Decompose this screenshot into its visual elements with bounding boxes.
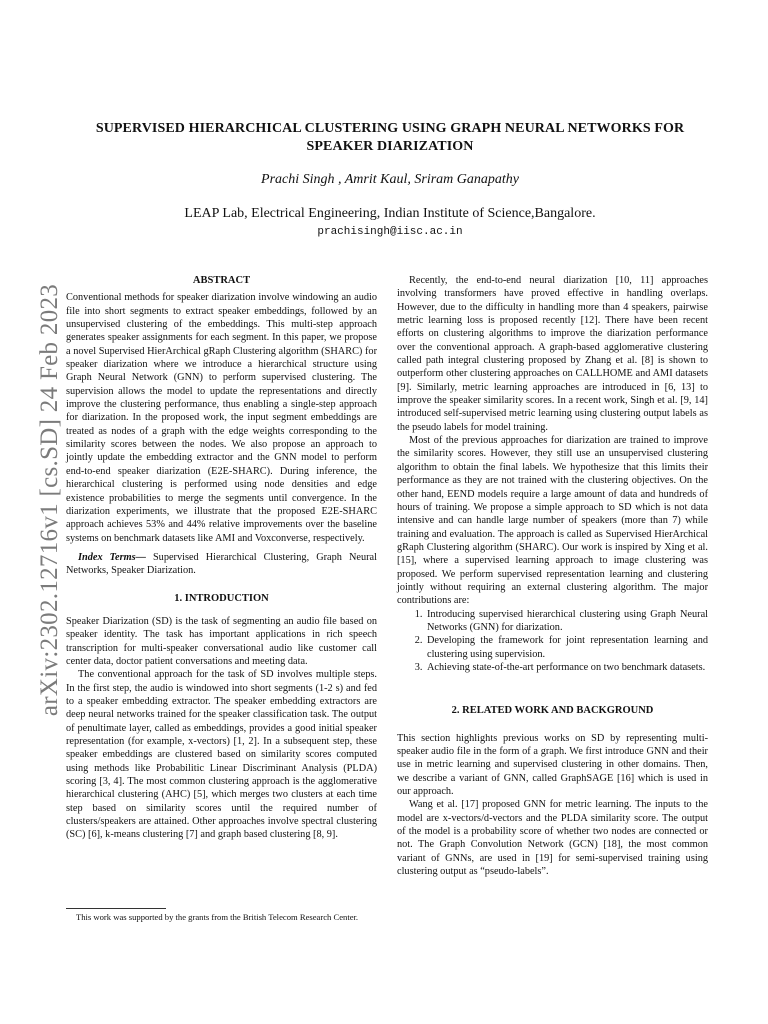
related-paragraph-2: Wang et al. [17] proposed GNN for metric learning. The inputs to the model are x-vectors/d-vectors and the PLDA similarity score. The output of the model is a probability score of whether two nodes are connected or not. The Graph Convolution Network (GCN) [18], the most common variant of GNNs, are used in [19] for semi-supervised training using clustering output as “pseudo-labels”. [397, 799, 708, 878]
author-email: prachisingh@iisc.ac.in [317, 226, 463, 238]
right-paragraph-1: Recently, the end-to-end neural diarization [10, 11] approaches involving transformers have proved effective in handling overlaps. However, due to the difficulty in handling more than 4 speakers, pairwise metric learning loss is proposed recently [12]. There have been recent efforts on clustering algorithms to improve the diarization performance over the conventional approach. A graph-based agglomerative clustering called path integral clustering proposed by Zhang et al. [8] is shown to outperform other clustering approaches on CALLHOME and AMI datasets [9]. Similarly, metric learning approaches are introduced in [6, 13] to improve the speaker similarity scores. In a recent work, Singh et al. [9, 14] introduced self-supervised metric learning using clustering output labels as the pseudo labels for model training. [397, 275, 708, 433]
paper-title: SUPERVISED HIERARCHICAL CLUSTERING USING GRAPH NEURAL NETWORKS FOR SPEAKER DIARIZATION [95, 121, 685, 154]
index-terms-text: Supervised Hierarchical Clustering, Graph Neural Networks, Speaker Diarization. [66, 551, 377, 577]
left-column [66, 274, 377, 842]
contributions-list [397, 608, 708, 675]
footnote-divider [66, 908, 166, 909]
arxiv-identifier-stamp: arXiv:2302.12716v1 [cs.SD] 24 Feb 2023 [36, 283, 63, 717]
paper-authors: Prachi Singh , Amrit Kaul, Sriram Ganapathy [261, 172, 519, 187]
paper-affiliation: LEAP Lab, Electrical Engineering, Indian Institute of Science,Bangalore. [184, 206, 596, 221]
abstract-text: Conventional methods for speaker diarization involve windowing an audio file into short segments to extract speaker embeddings, followed by an unsupervised clustering of the embeddings. This multi-step approach generates speaker assignments for each segment. In this paper, we propose a novel Supervised HierArchical gRaph Clustering algorithm (SHARC) for speaker diarization where we introduce a hierarchical structure using Graph Neural Network (GNN) to perform supervised clustering. The supervision allows the model to update the representations and directly improve the clustering performance, thus enabling a single-step approach for diarization. In the proposed work, the input segment embeddings are treated as nodes of a graph with the edge weights corresponding to the similarity scores between the nodes. We also propose an approach to jointly update the embedding extractor and the GNN model to perform end-to-end speaker diarization (E2E-SHARC). During inference, the hierarchical clustering is performed using node densities and edge existence probabilities to merge the segments until convergence. In the diarization experiments, we illustrate that the proposed E2E-SHARC approach achieves 53% and 44% relative improvements over the baseline systems on benchmark datasets like AMI and Voxconverse, respectively. [66, 292, 377, 544]
intro-paragraph-1: Speaker Diarization (SD) is the task of segmenting an audio file based on speaker identity. The task has important applications in rich speech transcription for multi-speaker conversational audio like customer call center data, doctor patient conversations and meeting data. [66, 615, 377, 667]
right-paragraph-2: Most of the previous approaches for diarization are trained to improve the similarity scores. However, they still use an unsupervised clustering algorithm to obtain the final labels. We hypothesize that this limits their performance as they are not trained with the clustering objectives. On the other hand, EEND models require a large amount of data and hundreds of hours of training. We propose a simple approach to SD which is not data intensive and can handle large number of speakers (more than 7) while training and evaluation. The approach is called as Supervised HierArchical gRaph Clustering algorithm (SHARC). Our work is inspired by Xing et al. [15], where a supervised learning approach to image clustering was proposed. We perform supervised representation learning and clustering jointly without requiring an external clustering algorithm. The major contributions are: [397, 435, 708, 607]
list-item: 3. Achieving state-of-the-art performance on two benchmark datasets. [425, 661, 708, 674]
related-work-heading: 2. RELATED WORK AND BACKGROUND [451, 705, 654, 717]
list-item: 1. Introducing supervised hierarchical clustering using Graph Neural Networks (GNN) for diarization. [425, 608, 708, 635]
intro-paragraph-2: The conventional approach for the task of SD involves multiple steps. In the first step, the audio is windowed into short segments (1-2 s) and fed to a speaker embedding extractor. The speaker embedding extractors are deep neural networks trained for the speaker classification task. The output of penultimate layer, called as embeddings, provides a good initial speaker representation (for example, x-vectors) [1, 2]. In a subsequent step, these speaker embeddings are clustered based on similarity scores computed using methods like Probabilitic Linear Discriminant Analysis (PLDA) scoring [3, 4]. The most common clustering approach is the agglomerative hierarchical clustering (AHC) [5], which merges two clusters at each time step based on similarity scores until the required number of clusters/speakers are attained. Other approaches involve spectral clustering (SC) [6], k-means clustering [7] and graph based clustering [8, 9]. [66, 669, 377, 841]
related-paragraph-1: This section highlights previous works on SD by representing multi-speaker audio file in the form of a graph. We first introduce GNN and their use in metric learning and supervised clustering in other domains. Then, we describe a variant of GNN, called GraphSAGE [16] which is used in our approach. [397, 732, 708, 798]
abstract-heading: ABSTRACT [192, 275, 251, 286]
introduction-heading: 1. INTRODUCTION [174, 592, 269, 604]
index-terms-label: Index Terms— [78, 551, 146, 563]
list-item: 2. Developing the framework for joint representation learning and clustering using supervision. [425, 634, 708, 661]
footnote: This work was supported by the grants from the British Telecom Research Center. [76, 912, 359, 922]
right-column [397, 274, 708, 878]
index-terms [66, 551, 377, 578]
